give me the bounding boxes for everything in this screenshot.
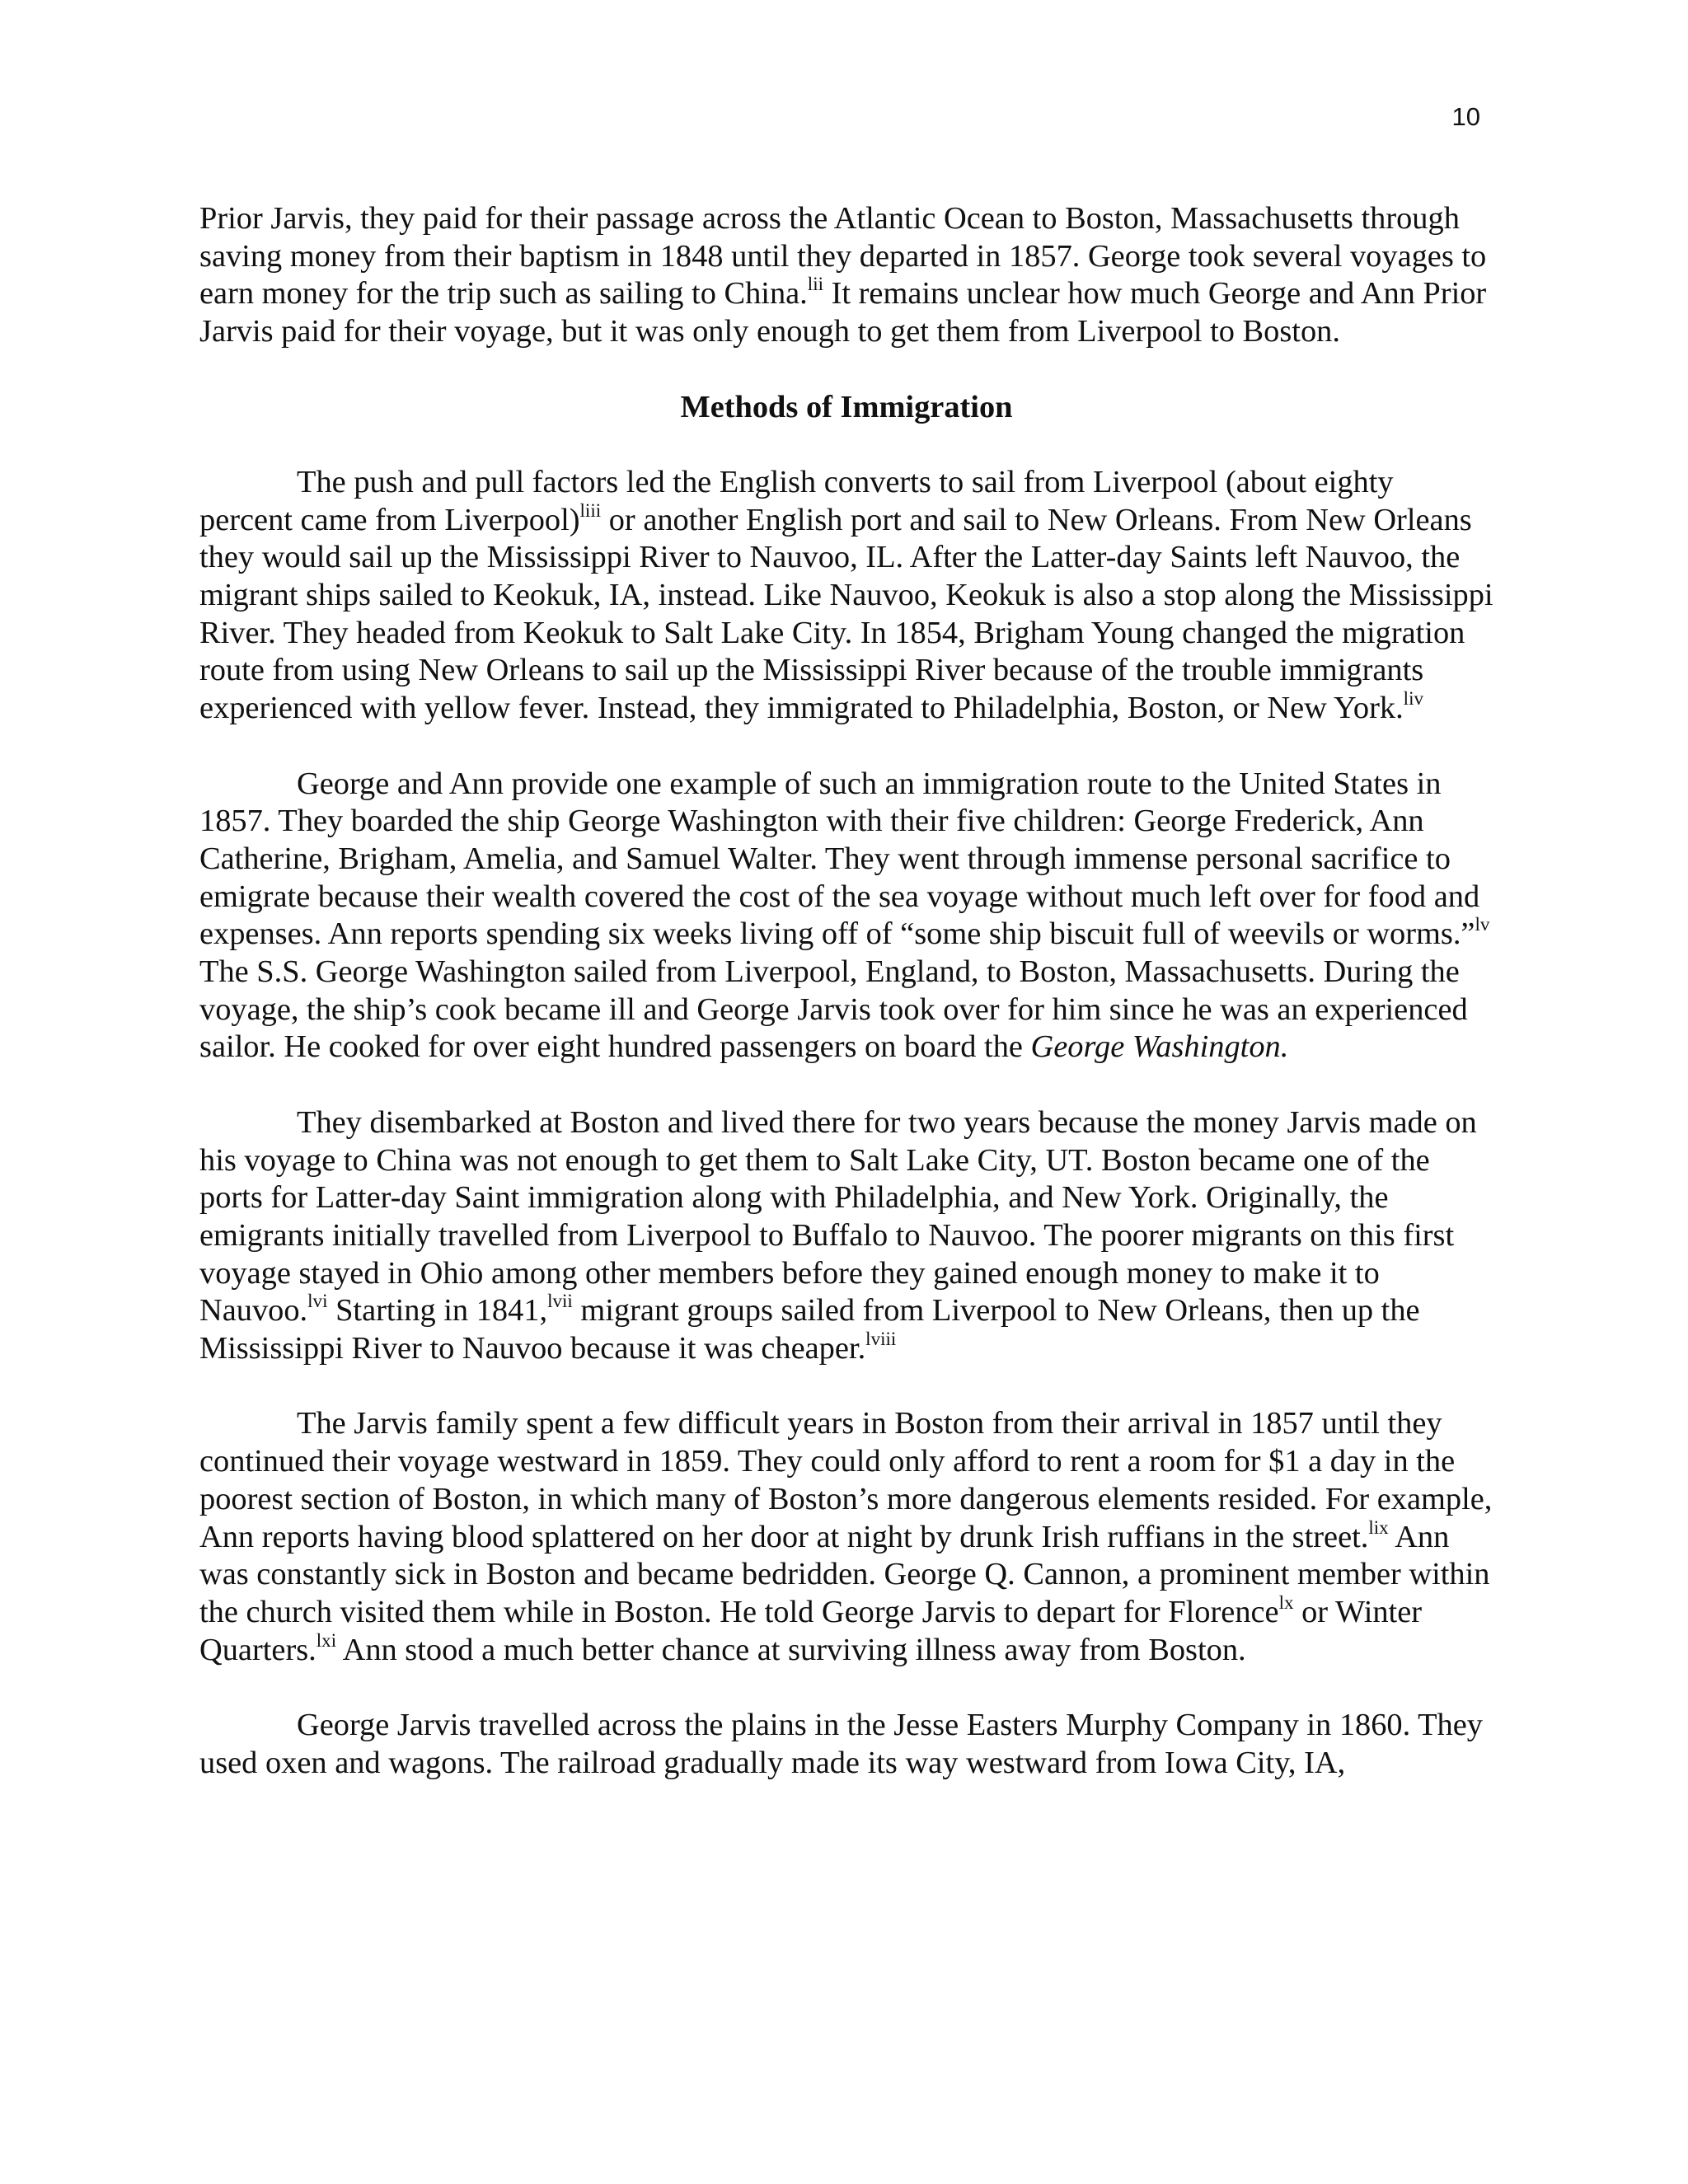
paragraph-text: The S.S. George Washington sailed from Liverpool, England, to Boston, Massachusetts. During the voyage, the ship’s cook became ill and George Jarvis took over for him since he was an experienced sailor. He cooked for over eight hundred passengers on board the (199, 954, 1468, 1065)
paragraph-2 (199, 464, 1493, 728)
paragraph-text: George and Ann provide one example of such an immigration route to the United States in 1857. They boarded the ship George Washington with their five children: George Frederick, Ann Catherine, Brigham, Amelia, and Samuel Walter. They went through immense personal sacrifice to emigrate because their wealth covered the cost of the sea voyage without much left over for food and expenses. Ann reports spending six weeks living off of “some ship biscuit full of weevils or worms.” (199, 766, 1480, 952)
paragraph-text: It remains unclear how much George and Ann Prior Jarvis paid for their voyage, but it was only enough to get them from Liverpool to Boston. (199, 276, 1487, 349)
paragraph-6 (199, 1707, 1493, 1782)
endnote-marker: lix (1368, 1516, 1389, 1538)
document-body (199, 200, 1493, 1820)
paragraph-text: Prior Jarvis, they paid for their passage across the Atlantic Ocean to Boston, Massachusetts through saving money from their baptism in 1848 until they departed in 1857. George took several voyages to earn money for the trip such as sailing to China. (199, 201, 1487, 312)
paragraph-5 (199, 1405, 1493, 1669)
paragraph-text: George Jarvis travelled across the plains in the Jesse Easters Murphy Company in 1860. They used oxen and wagons. The railroad gradually made its way westward from Iowa City, IA, (199, 1708, 1483, 1780)
endnote-marker: liv (1403, 687, 1423, 709)
paragraph-3 (199, 766, 1493, 1067)
paragraph-text: Ann was constantly sick in Boston and became bedridden. George Q. Cannon, a prominent member within the church visited them while in Boston. He told George Jarvis to depart for Florence (199, 1519, 1490, 1629)
endnote-marker: lvi (307, 1290, 328, 1312)
endnote-marker: lviii (865, 1327, 897, 1349)
paragraph-1 (199, 200, 1493, 351)
endnote-marker: lii (807, 273, 823, 295)
paragraph-text: They disembarked at Boston and lived there for two years because the money Jarvis made on his voyage to China was not enough to get them to Salt Lake City, UT. Boston became one of the ports for Latter-day Saint immigration along with Philadelphia, and New York. Originally, the emigrants initially travelled from Liverpool to Buffalo to Nauvoo. The poorer migrants on this first voyage stayed in Ohio among other members before they gained enough money to make it to Nauvoo. (199, 1104, 1477, 1329)
paragraph-text: or another English port and sail to New Orleans. From New Orleans they would sail up the Mississippi River to Nauvoo, IL. After the Latter-day Saints left Nauvoo, the migrant ships sailed to Keokuk, IA, instead. Like Nauvoo, Keokuk is also a stop along the Mississippi River. They headed from Keokuk to Salt Lake City. In 1854, Brigham Young changed the migration route from using New Orleans to sail up the Mississippi River because of the trouble immigrants experienced with yellow fever. Instead, they immigrated to Philadelphia, Boston, or New York. (199, 502, 1493, 726)
paragraph-text: or Winter Quarters. (199, 1594, 1423, 1667)
ship-name-italic: George Washington. (1030, 1029, 1289, 1065)
paragraph-text: migrant groups sailed from Liverpool to New Orleans, then up the Mississippi River to Nauvoo because it was cheaper. (199, 1293, 1420, 1366)
endnote-marker: lvii (547, 1290, 573, 1312)
endnote-marker: lv (1475, 913, 1490, 935)
endnote-marker: lxi (316, 1629, 337, 1651)
paragraph-text: Starting in 1841, (327, 1293, 548, 1329)
section-heading: Methods of Immigration (680, 389, 1013, 424)
page-number: 10 (1451, 102, 1480, 131)
paragraph-text: Ann stood a much better chance at surviving illness away from Boston. (336, 1632, 1246, 1667)
endnote-marker: lx (1278, 1591, 1294, 1613)
paragraph-text: The push and pull factors led the English converts to sail from Liverpool (about eighty percent came from Liverpool) (199, 464, 1394, 537)
paragraph-4 (199, 1104, 1493, 1368)
paragraph-text: The Jarvis family spent a few difficult years in Boston from their arrival in 1857 until they continued their voyage westward in 1859. They could only afford to rent a room for $1 a day in the poorest section of Boston, in which many of Boston’s more dangerous elements resided. For example, Ann reports having blood splattered on her door at night by drunk Irish ruffians in the street. (199, 1406, 1493, 1554)
endnote-marker: liii (579, 499, 602, 521)
